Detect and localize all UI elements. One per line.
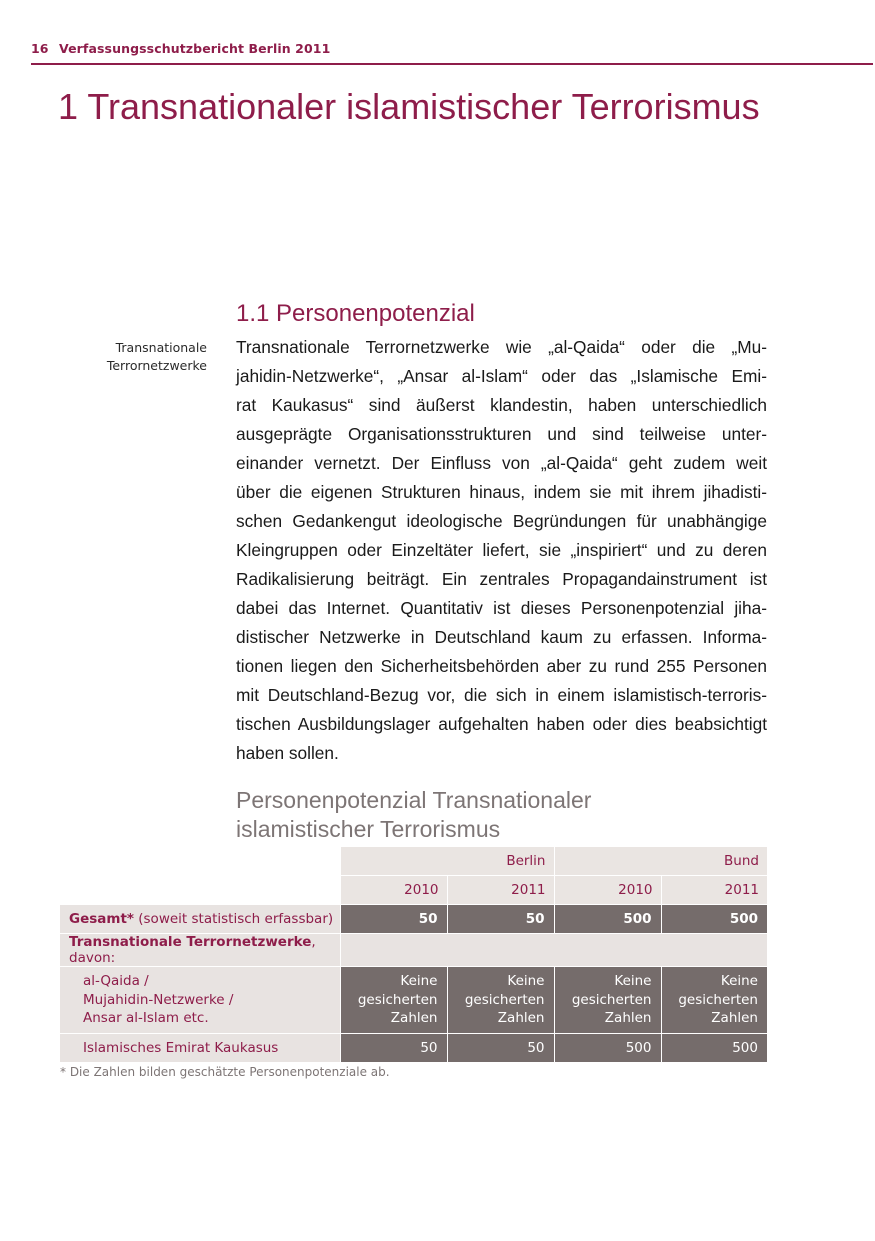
table-cell: 500 xyxy=(661,905,767,934)
body-line: schen Gedankengut ideologische Begründungen für unabhängige xyxy=(236,511,767,531)
body-line: tionen liegen den Sicherheitsbehörden aber zu rund 255 Personen xyxy=(236,656,767,676)
table-year-header-row xyxy=(60,876,767,905)
cell-line: gesicherten xyxy=(464,991,545,1008)
body-line: einander vernetzt. Der Einfluss von „al-Qaida“ geht zudem weit xyxy=(236,453,767,473)
row-label xyxy=(60,905,340,934)
page-number: 16 xyxy=(31,41,49,56)
cell-line: Zahlen xyxy=(497,1010,545,1026)
row-label-rest: (soweit statistisch erfassbar) xyxy=(133,910,334,927)
group-header-bund: Bund xyxy=(554,847,767,876)
table-title-line: Personenpotenzial Transnationaler xyxy=(236,787,592,813)
body-line: Radikalisierung beiträgt. Ein zentrales Propagandainstrument ist xyxy=(236,569,767,589)
body-line: haben sollen. xyxy=(236,743,339,763)
body-line: über die eigenen Strukturen hinaus, indem sie mit ihrem jihadisti- xyxy=(236,482,767,502)
year-header: 2011 xyxy=(447,876,554,905)
cell-line: Zahlen xyxy=(390,1010,438,1026)
body-line: tischen Ausbildungslager aufgehalten haben oder dies beabsichtigt xyxy=(236,714,767,734)
row-label: Islamisches Emirat Kaukasus xyxy=(60,1033,340,1062)
body-line: mit Deutschland-Bezug vor, die sich in einem islamistisch-terroris- xyxy=(236,685,767,705)
body-line: Transnationale Terrornetzwerke wie „al-Qaida“ oder die „Mu- xyxy=(236,337,767,357)
section-title: 1.1 Personenpotenzial xyxy=(236,300,475,327)
table-footnote: * Die Zahlen bilden geschätzte Personenpotenziale ab. xyxy=(60,1065,390,1079)
row-label-bold: Gesamt* xyxy=(69,910,134,927)
body-line: Kleingruppen oder Einzeltäter liefert, sie „inspiriert“ und zu deren xyxy=(236,540,767,560)
table-cell xyxy=(340,967,447,1034)
table-cell: 50 xyxy=(340,905,447,934)
row-label-bold: Transnationale Terrornetzwerke xyxy=(69,934,312,950)
table-cell: 500 xyxy=(661,1033,767,1062)
row-label xyxy=(60,967,340,1034)
cell-line: Keine xyxy=(400,973,438,989)
body-line: ausgeprägte Organisationsstrukturen und sind teilweise unter- xyxy=(236,424,767,444)
table-corner xyxy=(60,847,340,876)
table-row xyxy=(60,905,767,934)
table-cell: 500 xyxy=(554,905,661,934)
table-cell: 500 xyxy=(554,1033,661,1062)
year-header: 2010 xyxy=(554,876,661,905)
row-label-line: Mujahidin-Netzwerke / xyxy=(83,991,234,1008)
table-cell: 50 xyxy=(340,1033,447,1062)
body-paragraph xyxy=(236,333,767,768)
body-line: dabei das Internet. Quantitativ ist dieses Personenpotenzial jiha- xyxy=(236,598,767,618)
table-row xyxy=(60,967,767,1034)
table-cell: 50 xyxy=(447,1033,554,1062)
body-line: rat Kaukasus“ sind äußerst klandestin, haben unterschiedlich xyxy=(236,395,767,415)
cell-line: gesicherten xyxy=(678,991,758,1008)
table-row xyxy=(60,934,767,967)
table-cell xyxy=(661,967,767,1034)
row-label xyxy=(60,934,340,967)
table-row xyxy=(60,1033,767,1062)
table-title xyxy=(236,786,766,844)
body-line: jahidin-Netzwerke“, „Ansar al-Islam“ oder das „Islamische Emi- xyxy=(236,366,767,386)
group-header-berlin: Berlin xyxy=(340,847,554,876)
table-cell: 50 xyxy=(447,905,554,934)
table-corner xyxy=(60,876,340,905)
row-label-line: Ansar al-Islam etc. xyxy=(83,1010,209,1026)
cell-line: Keine xyxy=(614,973,652,989)
year-header: 2010 xyxy=(340,876,447,905)
running-header-title: Verfassungsschutzbericht Berlin 2011 xyxy=(59,41,331,56)
table-cell xyxy=(554,967,661,1034)
year-header: 2011 xyxy=(661,876,767,905)
margin-note xyxy=(60,339,207,375)
table-cell-empty xyxy=(340,934,767,967)
running-header xyxy=(31,39,873,65)
cell-line: Keine xyxy=(507,973,545,989)
cell-line: gesicherten xyxy=(357,991,438,1008)
table-title-line: islamistischer Terrorismus xyxy=(236,816,501,842)
table-cell xyxy=(447,967,554,1034)
cell-line: Zahlen xyxy=(711,1010,758,1026)
cell-line: gesicherten xyxy=(571,991,652,1008)
cell-line: Keine xyxy=(720,973,758,989)
row-label-line: al-Qaida / xyxy=(83,973,149,989)
margin-note-line: Transnationale xyxy=(115,340,207,355)
chapter-title: 1 Transnationaler islamistischer Terrorismus xyxy=(58,86,760,127)
row-label-rest: , davon: xyxy=(69,934,316,966)
table-group-header-row xyxy=(60,847,767,876)
margin-note-line: Terrornetzwerke xyxy=(106,358,207,373)
statistics-table xyxy=(60,847,767,1063)
body-line: distischer Netzwerke in Deutschland kaum zu erfassen. Informa- xyxy=(236,627,767,647)
cell-line: Zahlen xyxy=(604,1010,652,1026)
